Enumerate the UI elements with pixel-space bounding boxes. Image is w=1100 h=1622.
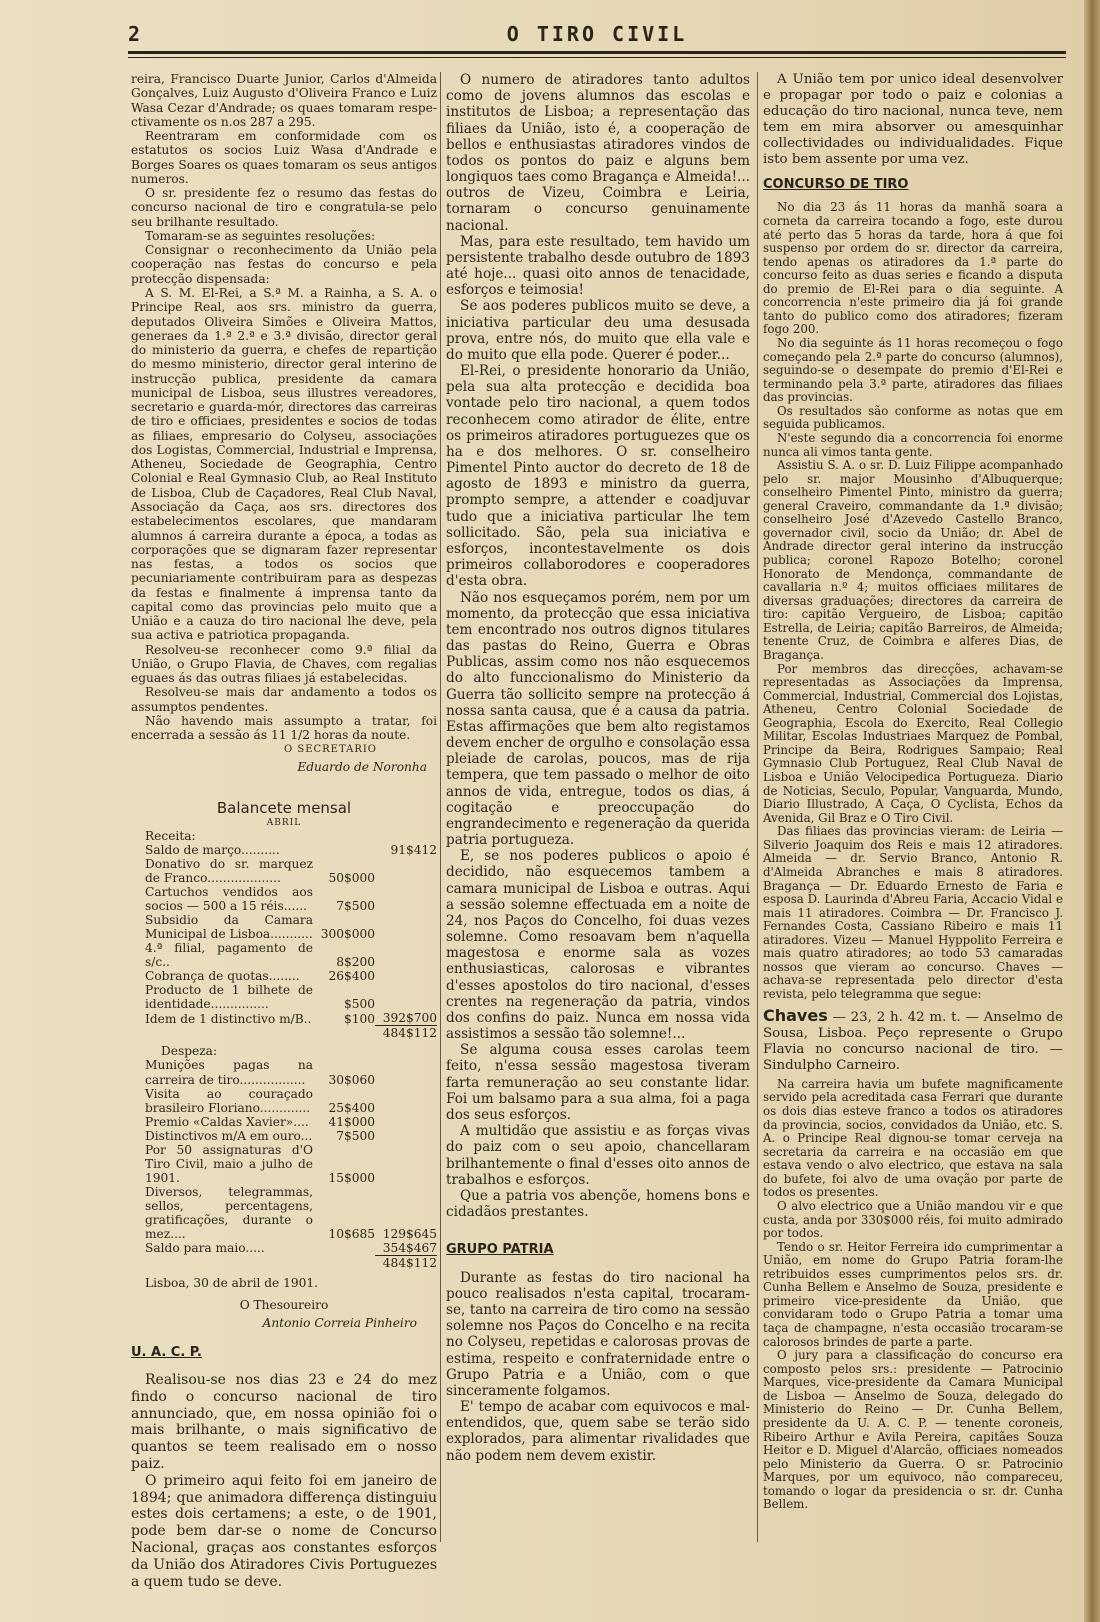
ledger-total: 484$112 <box>375 1255 437 1270</box>
ledger-amount <box>313 843 375 857</box>
article-paragraph: E, se nos poderes publicos o apoio é decidido, não esquecemos tambem a camara municipal de Lisboa e outras. Aqui a sessão solemne effectuada em a noite de 24, nos Paços do Concelho, foi duas vezes solemne. Como resoavam bem n'aquella magestosa e enorme sala as vozes enthusiasticas, calorosas e vibrantes d'esses apostolos do tiro nacional, d'esses crentes na regeneração da patria, vindos dos confins do paiz. Nunca em nossa vida assistimos a sessão tão solemne!... <box>446 848 750 1043</box>
article-paragraph: Consignar o reconhecimento da União pela cooperação nas festas do concurso e pela protecção dispensada: <box>131 243 437 286</box>
article-paragraph: O primeiro aqui feito foi em janeiro de 1894; que animadora differença distinguiu estes dois certamens; a este, o de 1901, pode bem dar-se o nome de Concurso Nacional, graças aos constantes esforços da União dos Atiradores Civis Portuguezes a quem tudo se deve. <box>131 1472 437 1590</box>
ledger-description: Donativo do sr. marquez de Franco................... <box>145 856 313 885</box>
ledger-total <box>375 941 437 969</box>
ledger-row <box>131 1255 437 1270</box>
page-edge <box>1084 0 1100 1622</box>
column-divider-2 <box>757 72 758 1542</box>
page-number: 2 <box>128 22 141 46</box>
ledger-description: Diversos, telegrammas, sellos, percentagens, gratificações, durante o mez.... <box>145 1184 313 1241</box>
column-2 <box>446 72 750 1464</box>
ledger-amount <box>313 1026 375 1041</box>
telegram-place: Chaves <box>763 1005 828 1025</box>
ledger-total <box>375 913 437 941</box>
ledger-description <box>131 1255 313 1270</box>
article-paragraph: No dia 23 ás 11 horas da manhã soara a corneta da carreira tocando a fogo, este durou até perto das 5 horas da tarde, hora á que foi suspenso por ordem do sr. director da carreira, tendo apenas os atiradores da 1.ª parte do concurso feito as duas series e ficando a disputa do premio de El-Rei para o dia seguinte. A concorrencia n'este primeiro dia já foi grande tanto do publico como dos atiradores; fizeram fogo 200. <box>763 200 1063 337</box>
article-paragraph: O alvo electrico que a União mandou vir e que custa, anda por 330$000 réis, foi muito admirado por todos. <box>763 1198 1063 1241</box>
column-3 <box>763 72 1063 1512</box>
ledger-amount: $100 <box>343 1011 375 1026</box>
ledger-total <box>375 1087 437 1115</box>
ledger-amount <box>313 1255 375 1270</box>
expenses-label: Despeza: <box>161 1044 218 1059</box>
ledger-row <box>131 1011 437 1026</box>
article-paragraph: Tomaram-se as seguintes resoluções: <box>145 228 376 243</box>
secretary-name: Eduardo de Noronha <box>297 760 427 775</box>
ledger-row <box>131 1058 437 1086</box>
ledger-total <box>375 857 437 885</box>
article-paragraph: A multidão que assistiu e as forças vivas do paiz com o seu apoio, chancellaram brilhantemente o final d'esses oito annos de trabalhos e esforços. <box>446 1123 750 1188</box>
ledger-description: Visita ao couraçado brasileiro Floriano............. <box>145 1086 313 1115</box>
article-intro: A União tem por unico ideal desenvolver e propagar por todo o paiz e colonias a educação do tiro nacional, nunca teve, nem tem em mira absorver ou amesquinhar collectividades ou individualidades. Fique isto bem assente por uma vez. <box>763 72 1063 168</box>
ledger-description: Munições pagas na carreira de tiro................. <box>145 1058 313 1087</box>
article-paragraph: Os resultados são conforme as notas que em seguida publicamos. <box>763 403 1063 432</box>
article-paragraph: Se alguma cousa esses carolas teem feito, n'essa sessão magestosa tiveram farta remuneração ao seu constante lidar. Foi um balsamo para a sua alma, foi a paga dos seus esforços. <box>446 1042 750 1123</box>
ledger-description: Subsidio da Camara Municipal de Lisboa........... <box>145 912 313 941</box>
ledger-description: Por 50 assignaturas d'O Tiro Civil, maio a julho de 1901. <box>145 1142 313 1185</box>
article-paragraph: Mas, para este resultado, tem havido um persistente trabalho desde outubro de 1893 até hoje... quasi oito annos de tenacidade, esforços e teimosia! <box>446 233 750 299</box>
ledger-total <box>375 1115 437 1129</box>
article-paragraph: Na carreira havia um bufete magnificamente servido pela acreditada casa Ferrari que durante os dois dias esteve franco a todos os atiradores da provincia, socios, convidados da União, etc. S. A. o Principe Real dignou-se tomar cerveja na secretaria da carreira e na occasião em que estava vendo o alvo electrico, que estava na sala do bufete, foi alvo de uma ovação por parte de todos os presentes. <box>763 1076 1063 1200</box>
ledger-amount: 10$685 <box>328 1226 375 1241</box>
ledger-description: Idem de 1 distinctivo m/B.. <box>145 1011 312 1026</box>
page-header <box>128 20 1066 60</box>
ledger-total <box>375 969 437 983</box>
ledger-amount <box>313 1241 375 1256</box>
ledger-row <box>131 885 437 913</box>
ledger-description: Saldo de março.......... <box>145 842 280 857</box>
grupo-patria-heading: GRUPO PATRIA <box>446 1242 554 1258</box>
article-paragraph: El-Rei, o presidente honorario da União, pela sua alta protecção e decidida boa vontade pelo tiro nacional, a quem todos reconhecem como atirador de élite, entre os primeiros atiradores portuguezes que os ha e dos melhores. O sr. conselheiro Pimentel Pinto auctor do decreto de 18 de agosto de 1893 e ministro da guerra, prompto sempre, a attender e coadjuvar tudo que a iniciativa particular lhe tem sollicitado. São, pela sua iniciativa e esforços, incontestavelmente os dois primeiros collaborodores e cooperadores d'esta obra. <box>446 363 750 590</box>
ledger-amount: 15$000 <box>328 1170 375 1185</box>
ledger-row <box>131 843 437 857</box>
ledger-total: 392$700 <box>382 1011 437 1026</box>
ledger-total: 354$467 <box>382 1240 437 1255</box>
ledger-row <box>131 941 437 969</box>
article-paragraph: Não nos esqueçamos porém, nem por um momento, da protecção que essa iniciativa tem encontrado nos outros dignos titulares das pastas do Reino, Guerra e Obras Publicas, assim como nos não esquecemos do alto funccionalismo do Ministerio da Guerra tão sollicito sempre na protecção á nossa santa causa, que é a causa da patria. Estas affirmações que bem alto registamos devem encher de orgulho e consolação essa pleiade de carolas, poucos, mas de rija tempera, que tem passado o melhor de oito annos de vida, entregue, todos os dias, á cogitação e preoccupação do engrandecimento e regeneração da querida patria portugueza. <box>446 589 750 849</box>
article-paragraph: Não havendo mais assumpto a tratar, foi encerrada a sessão ás 11 1/2 horas da noute. <box>131 713 437 743</box>
treasurer-label: O Thesoureiro <box>239 1298 329 1313</box>
ledger-row <box>131 1241 437 1256</box>
receipts-label: Receita: <box>145 828 196 843</box>
article-paragraph: O sr. presidente fez o resumo das festas do concurso nacional de tiro e congratula-se pelo seu brilhante resultado. <box>131 186 437 229</box>
ledger-total <box>375 1058 437 1086</box>
header-rule-thick <box>128 51 1066 54</box>
uacp-heading: U. A. C. P. <box>131 1344 202 1360</box>
ledger-row <box>131 1129 437 1143</box>
ledger-description: Distinctivos m/A em ouro... <box>145 1128 313 1143</box>
telegram <box>763 1006 1063 1074</box>
ledger-amount: 41$000 <box>328 1114 375 1129</box>
balance-title: Balancete mensal <box>216 799 352 818</box>
ledger-total <box>375 983 437 1011</box>
article-paragraph: Tendo o sr. Heitor Ferreira ido cumprimentar a União, em nome do Grupo Patria foram-lhe retribuidos esses cumprimentos pelos srs. dr. Cunha Bellem e Anselmo de Souza, presidente e primeiro vice-presidente da União, que convidaram todo o Grupo Patria a tomar uma taça de champagne, n'esta occasião trocaram-se calorosos brindes de parte a parte. <box>763 1239 1063 1349</box>
ledger-row <box>131 1185 437 1241</box>
treasurer-name: Antonio Correia Pinheiro <box>262 1316 417 1331</box>
article-paragraph: No dia seguinte ás 11 horas recomeçou o fogo começando pela 2.ª parte do concurso (alumnos), seguindo-se o desempate do premio d'El-Rei e terminando pela 3.ª parte, atiradores das filiaes das provincias. <box>763 336 1063 405</box>
receipts-table <box>131 843 437 1040</box>
ledger-amount: $500 <box>343 997 375 1012</box>
ledger-total: 484$112 <box>375 1026 437 1041</box>
article-paragraph: Por membros das direcções, achavam-se representadas as Associações da Imprensa, Commercial, Industrial, Commercial dos Lojistas, Atheneu, Centro Colonial Sociedade de Geographia, Escola do Exercito, Real Collegio Militar, Escolas Industriaes Marquez de Pombal, Principe da Beira, Rodrigues Sampaio; Real Gymnasio Club Portuguez, Real Club Naval de Lisboa e União Velocipedica Portugueza. Diario de Noticias, Seculo, Popular, Vanguarda, Mundo, Diario Illustrado, A Caça, O Cyclista, Echos da Avenida, Gil Braz e O Tiro Civil. <box>763 661 1063 825</box>
ledger-amount: 30$060 <box>328 1072 375 1087</box>
article-paragraph: E' tempo de acabar com equivocos e mal-entendidos, que, quem sabe se terão sido explorados, para alimentar rivalidades que não podem nem devem existir. <box>446 1399 750 1464</box>
article-paragraph: reira, Francisco Duarte Junior, Carlos d'Almeida Gonçalves, Luiz Augusto d'Oliveira Franco e Luiz Wasa Cezar d'Andrade; os quaes tomaram respe-ctivamente os n.os 287 a 295. <box>131 72 437 129</box>
ledger-amount: 50$000 <box>328 870 375 885</box>
ledger-row <box>131 969 437 983</box>
ledger-row <box>131 1143 437 1185</box>
ledger-description: Premio «Caldas Xavier».... <box>145 1114 309 1129</box>
ledger-description: 4.ª filial, pagamento de s/c.. <box>145 940 313 970</box>
ledger-total: 91$412 <box>390 842 437 857</box>
article-paragraph: Assistiu S. A. o sr. D. Luiz Filippe acompanhado pelo sr. major Mousinho d'Albuquerque; conselheiro Pimentel Pinto, ministro da guerra; general Craveiro, commandante da 1.ª divisão; conselheiro José d'Azevedo Castello Branco, governador civil, socio da União; dr. Abel de Andrade director geral interino da instrucção publica; coronel Rapozo Botelho; coronel Honorato de Mendonça, commandante de cavallaria n.º 4; muitos officiaes militares de diversas graduações; directores da carreira de tiro: capitão Vergueiro, de Lisboa; capitão Estrella, de Leiria; capitão Barreiros, de Almeida; tenente Cruz, de Coimbra e alferes Dias, de Bragança. <box>763 458 1063 662</box>
ledger-description: Cartuchos vendidos aos socios — 500 a 15 réis...... <box>145 884 313 913</box>
header-rule-thin <box>128 57 1066 58</box>
ledger-row <box>131 1115 437 1129</box>
article-paragraph: Que a patria vos abençõe, homens bons e cidadãos prestantes. <box>446 1187 750 1221</box>
article-paragraph: Resolveu-se reconhecer como 9.ª filial da União, o Grupo Flavia, de Chaves, com regalias eguaes ás das outras filiaes já estabelecidas. <box>131 642 437 686</box>
article-paragraph: Reentraram em conformidade com os estatutos os socios Luiz Wasa d'Andrade e Borges Soares os quaes tomaram os seus antigos numeros. <box>131 129 437 186</box>
ledger-description: Producto de 1 bilhete de identidade............... <box>145 983 313 1012</box>
ledger-row <box>131 983 437 1011</box>
article-paragraph: N'este segundo dia a concorrencia foi enorme nunca ali vimos tanta gente. <box>763 430 1063 459</box>
article-paragraph: A S. M. El-Rei, a S.ª M. a Rainha, a S. A. o Principe Real, aos srs. ministro da guerra, deputados Oliveira Simões e Oliveira Mattos, generaes da 1.ª 2.ª e 3.ª divisão, director geral do ministerio da guerra, e chefes de repartição do mesmo ministerio, director geral interino de instrucção publica, presidente da camara municipal de Lisboa, seus illustres vereadores, secretario e guarda-mór, directores das carreiras de tiro e officiaes, presidentes e socios de todas as filiaes, empresario do Colyseu, associações dos Logistas, Commercial, Industrial e Imprensa, Atheneu, Sociedade de Geographia, Centro Colonial e Real Gymnasio Club, ao Real Instituto de Lisboa, Club de Caçadores, Real Club Naval, Associação da Caça, aos srs. directores dos estabelecimentos escolares, que mandaram alumnos á carreira durante a época, a todas as corporações que se dignaram fazer representar nas festas, a todos os socios que pecuniariamente contribuiram para as despezas da festas e finalmente á imprensa tanto da capital como das provincias pelo muito que a União e a cauza do tiro nacional lhe deve, pela sua activa e patriotica propaganda. <box>131 285 437 643</box>
ledger-amount: 7$500 <box>336 1128 375 1143</box>
ledger-row <box>131 1026 437 1041</box>
ledger-amount: 300$000 <box>320 926 375 941</box>
ledger-description: Cobrança de quotas........ <box>145 969 300 984</box>
lisboa-date: Lisboa, 30 de abril de 1901. <box>145 1275 319 1290</box>
article-paragraph: Durante as festas do tiro nacional ha pouco realisados n'esta capital, trocaram-se, tanto na carreira de tiro como na sessão solemne nos Paços do Concelho e na recita no Colyseu, repetidas e calorosas provas de estima, respeito e confraternidade entre o Grupo Patria e a União, com o que sinceramente folgamos. <box>446 1269 750 1399</box>
article-paragraph: Resolveu-se mais dar andamento a todos os assumptos pendentes. <box>131 685 437 714</box>
telegram-text: — 23, 2 h. 42 m. t. — Anselmo de Sousa, Lisboa. Peço represente o Grupo Flavia no concurso nacional de tiro. — Sindulpho Carneiro. <box>763 1009 1064 1073</box>
concurso-heading: CONCURSO DE TIRO <box>763 177 909 193</box>
ledger-amount: 8$200 <box>336 955 375 970</box>
ledger-total <box>375 885 437 913</box>
ledger-total: 129$645 <box>382 1226 437 1241</box>
ledger-description <box>131 1026 313 1041</box>
expenses-table <box>131 1058 437 1269</box>
article-paragraph: Realisou-se nos dias 23 e 24 do mez findo o concurso nacional de tiro annunciado, que, em nossa opinião foi o mais brilhante, o mais significativo de quantos se teem realisado em o nosso paiz. <box>131 1371 437 1472</box>
ledger-amount: 7$500 <box>336 898 375 913</box>
ledger-row <box>131 913 437 941</box>
balance-month: ABRIL <box>266 817 302 828</box>
ledger-total <box>375 1129 437 1143</box>
article-paragraph: Das filiaes das provincias vieram: de Leiria — Silverio Joaquim dos Reis e mais 12 atiradores. Almeida — dr. Servio Branco, Antonio R. d'Almeida Abranches e mais 8 atiradores. Bragança — Dr. Eduardo Ernesto de Faria e esposa D. Laurinda d'Abreu Faria, Accacio Vidal e mais 11 atiradores. Coimbra — Dr. Francisco J. Fernandes Costa, Cassiano Ribeiro e mais 11 atiradores. Vizeu — Manuel Hyppolito Ferreira e mais quatro atiradores; ao todo 53 camaradas nossos que vieram ao concurso. Chaves — achava-se representada pelo director d'esta revista, pelo telegramma que segue: <box>763 824 1063 1002</box>
column-1 <box>131 72 437 1590</box>
ledger-total <box>375 1143 437 1185</box>
article-paragraph: O numero de atiradores tanto adultos como de jovens alumnos das escolas e institutos de Lisboa; a representação das filiaes da União, isto é, a cooperação de bellos e enthusiastas atiradores vindos de todos os pontos do paiz e alguns bem longiquos taes como Bragança e Almeida!... outros de Vizeu, Coimbra e Leiria, tornaram o concurso genuinamente nacional. <box>446 72 750 234</box>
ledger-row <box>131 857 437 885</box>
ledger-description: Saldo para maio..... <box>145 1241 265 1256</box>
ledger-amount: 26$400 <box>328 969 375 984</box>
ledger-row <box>131 1087 437 1115</box>
masthead-title: O TIRO CIVIL <box>506 22 688 46</box>
column-divider-1 <box>440 72 441 1542</box>
ledger-amount: 25$400 <box>328 1100 375 1115</box>
article-paragraph: Se aos poderes publicos muito se deve, a iniciativa particular deu uma desusada prova, entre nós, do muito que ella vale e do muito que ella pode. Querer é poder... <box>446 298 750 363</box>
secretary-label: O SECRETARIO <box>283 744 377 756</box>
article-paragraph: O jury para a classificação do concurso era composto pelos srs.: presidente — Patrocinio Marques, vice-presidente da Camara Municipal de Lisboa — Anselmo de Souza, delegado do Ministerio do Reino — Dr. Cunha Bellem, presidente da U. A. C. P. — tenente coroneis, Ribeiro Arthur e Avila Pereira, capitães Souza Heitor e D. Miguel d'Alarcão, officiaes nomeados pelo Ministerio da Guerra. O sr. Patrocinio Marques, por um equivoco, não compareceu, tomando o logar da presidencia o sr. dr. Cunha Bellem. <box>763 1348 1063 1512</box>
